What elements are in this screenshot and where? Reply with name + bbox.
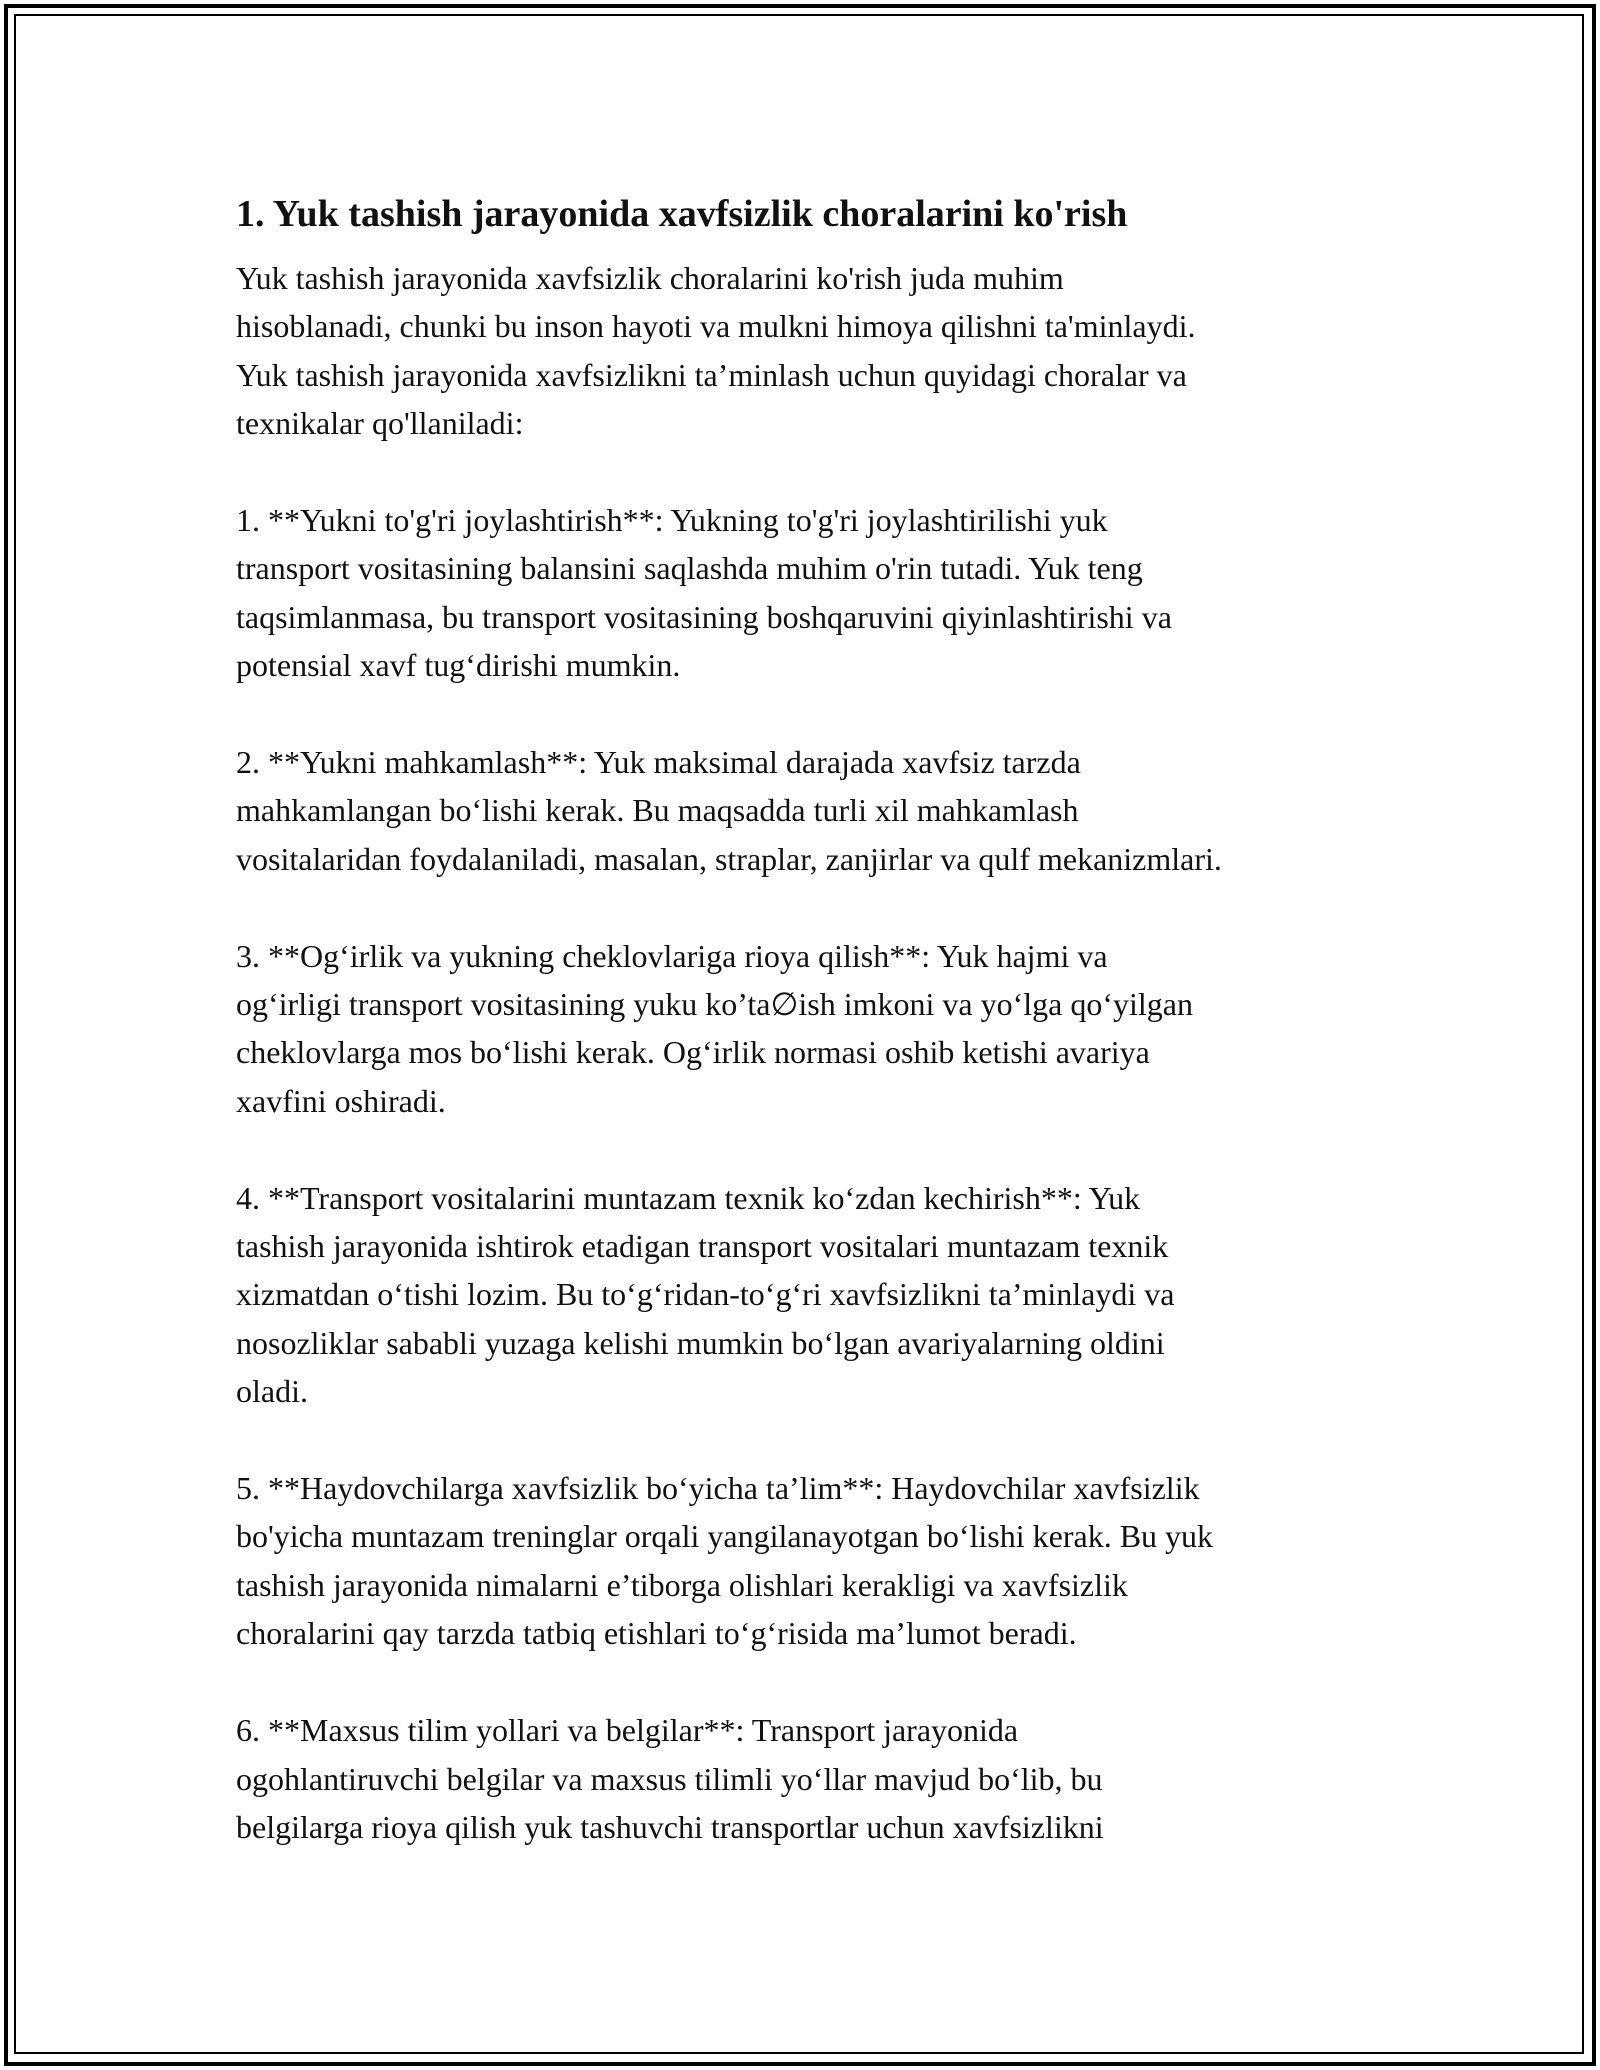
text-line: tashish jarayonida nimalarni e’tiborga olishlari kerakligi va xavfsizlik bbox=[236, 1566, 1128, 1603]
text-line: potensial xavf tug‘dirishi mumkin. bbox=[236, 647, 681, 684]
text-line: choralarini qay tarzda tatbiq etishlari to‘g‘risida ma’lumot beradi. bbox=[236, 1615, 1077, 1652]
paragraph bbox=[236, 738, 1386, 883]
text-line: 5. **Haydovchilarga xavfsizlik bo‘yicha ta’lim**: Haydovchilar xavfsizlik bbox=[236, 1470, 1200, 1507]
text-line: xavfini oshiradi. bbox=[236, 1082, 446, 1119]
paragraph-list bbox=[236, 254, 1386, 1851]
paragraph bbox=[236, 932, 1386, 1126]
document-body bbox=[236, 186, 1386, 1900]
paragraph bbox=[236, 496, 1386, 690]
text-line: ogohlantiruvchi belgilar va maxsus tilimli yo‘llar mavjud bo‘lib, bu bbox=[236, 1760, 1103, 1797]
text-line: vositalaridan foydalaniladi, masalan, straplar, zanjirlar va qulf mekanizmlari. bbox=[236, 840, 1222, 877]
text-line: cheklovlarga mos bo‘lishi kerak. Og‘irlik normasi oshib ketishi avariya bbox=[236, 1034, 1150, 1071]
text-line: nosozliklar sababli yuzaga kelishi mumkin bo‘lgan avariyalarning oldini bbox=[236, 1324, 1165, 1361]
text-line: texnikalar qo'llaniladi: bbox=[236, 405, 524, 442]
text-line: 1. **Yukni to'g'ri joylashtirish**: Yukning to'g'ri joylashtirilishi yuk bbox=[236, 502, 1108, 539]
text-line: Yuk tashish jarayonida xavfsizlikni ta’minlash uchun quyidagi choralar va bbox=[236, 356, 1187, 393]
text-line: mahkamlangan bo‘lishi kerak. Bu maqsadda turli xil mahkamlash bbox=[236, 792, 1079, 829]
text-line: xizmatdan o‘tishi lozim. Bu to‘g‘ridan-to‘g‘ri xavfsizlikni ta’minlaydi va bbox=[236, 1276, 1175, 1313]
text-line: tashish jarayonida ishtirok etadigan transport vositalari muntazam texnik bbox=[236, 1228, 1169, 1265]
text-line: taqsimlanmasa, bu transport vositasining boshqaruvini qiyinlashtirishi va bbox=[236, 598, 1172, 635]
text-line: og‘irligi transport vositasining yuku ko’ta∅ish imkoni va yo‘lga qo‘yilgan bbox=[236, 986, 1193, 1023]
text-line: belgilarga rioya qilish yuk tashuvchi transportlar uchun xavfsizlikni bbox=[236, 1808, 1104, 1845]
text-line: 6. **Maxsus tilim yollari va belgilar**: Transport jarayonida bbox=[236, 1712, 1019, 1749]
text-line: hisoblanadi, chunki bu inson hayoti va mulkni himoya qilishni ta'minlaydi. bbox=[236, 308, 1196, 345]
text-line: bo'yicha muntazam treninglar orqali yangilanayotgan bo‘lishi kerak. Bu yuk bbox=[236, 1518, 1214, 1555]
paragraph bbox=[236, 1706, 1386, 1851]
paragraph bbox=[236, 254, 1386, 448]
text-line: Yuk tashish jarayonida xavfsizlik choralarini ko'rish juda muhim bbox=[236, 260, 1064, 296]
text-line: 2. **Yukni mahkamlash**: Yuk maksimal darajada xavfsiz tarzda bbox=[236, 744, 1081, 781]
document-title: 1. Yuk tashish jarayonida xavfsizlik choralarini ko'rish bbox=[236, 193, 1128, 235]
text-line: 3. **Og‘irlik va yukning cheklovlariga rioya qilish**: Yuk hajmi va bbox=[236, 937, 1108, 974]
paragraph bbox=[236, 1174, 1386, 1416]
text-line: 4. **Transport vositalarini muntazam texnik ko‘zdan kechirish**: Yuk bbox=[236, 1179, 1141, 1216]
text-line: oladi. bbox=[236, 1373, 308, 1410]
text-line: transport vositasining balansini saqlashda muhim o'rin tutadi. Yuk teng bbox=[236, 550, 1143, 587]
paragraph bbox=[236, 1464, 1386, 1658]
